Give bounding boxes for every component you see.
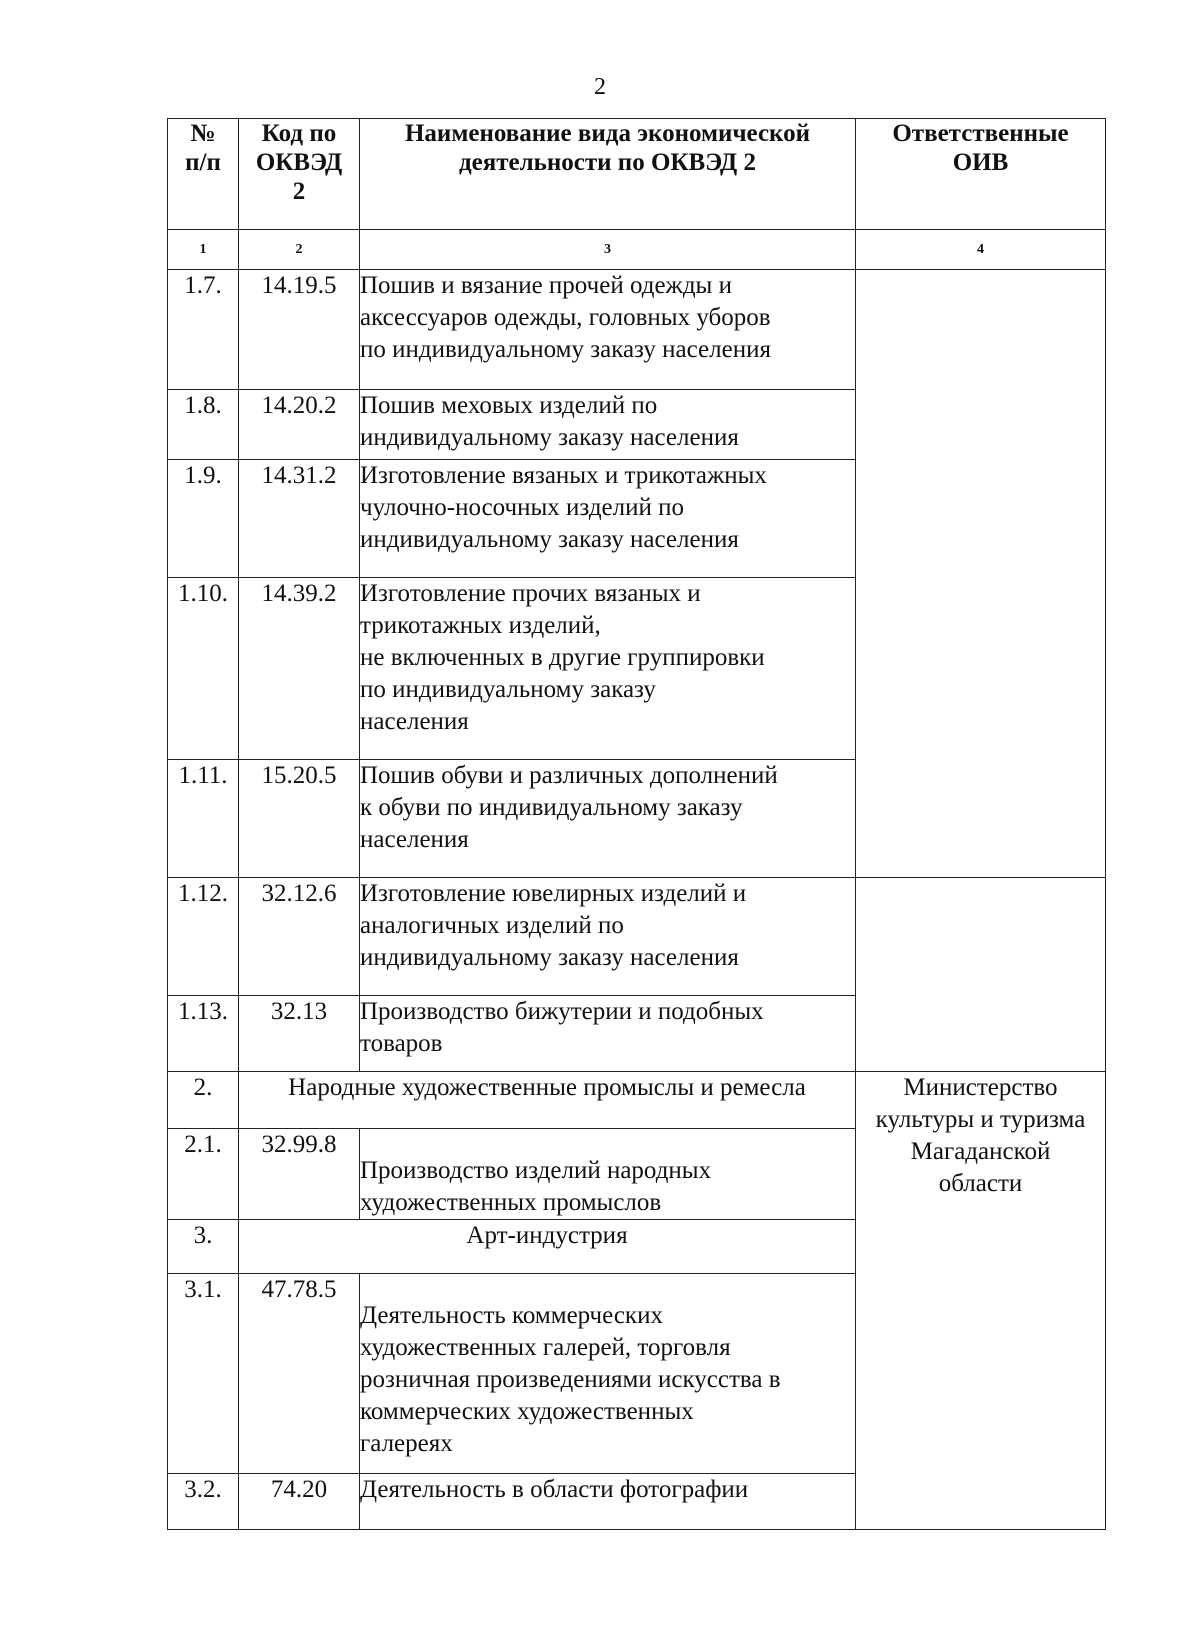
responsible-empty-cell bbox=[856, 270, 1106, 878]
row-number: 1.9. bbox=[168, 460, 239, 578]
row-activity-name: Производство бижутерии и подобных товаров bbox=[360, 996, 856, 1072]
row-activity-name: Пошив обуви и различных дополнений к обуви по индивидуальному заказу населения bbox=[360, 760, 856, 878]
row-code: 32.13 bbox=[239, 996, 360, 1072]
row-number: 3.1. bbox=[168, 1274, 239, 1474]
row-number: 3. bbox=[168, 1220, 239, 1274]
row-code: 14.20.2 bbox=[239, 390, 360, 460]
responsible-empty-cell bbox=[856, 878, 1106, 1072]
row-activity-name: Деятельность коммерческих художественных галерей, торговля розничная произведениями искусства в коммерческих художественных галереях bbox=[360, 1274, 856, 1474]
row-activity-name: Изготовление прочих вязаных и трикотажных изделий, не включенных в другие группировки по индивидуальному заказу населения bbox=[360, 578, 856, 760]
row-number: 2. bbox=[168, 1072, 239, 1129]
row-number: 1.7. bbox=[168, 270, 239, 390]
row-number: 1.12. bbox=[168, 878, 239, 996]
section-title: Народные художественные промыслы и ремесла bbox=[239, 1072, 856, 1129]
row-activity-name: Производство изделий народных художественных промыслов bbox=[360, 1129, 856, 1220]
row-number: 1.8. bbox=[168, 390, 239, 460]
column-numbers-row bbox=[168, 230, 1106, 270]
header-activity-name: Наименование вида экономической деятельности по ОКВЭД 2 bbox=[360, 119, 856, 230]
table-row bbox=[168, 270, 1106, 390]
row-activity-name: Деятельность в области фотографии bbox=[360, 1474, 856, 1530]
header-responsible: Ответственные ОИВ bbox=[856, 119, 1106, 230]
row-number: 1.10. bbox=[168, 578, 239, 760]
table-row bbox=[168, 878, 1106, 996]
column-number: 2 bbox=[239, 230, 360, 270]
row-code: 15.20.5 bbox=[239, 760, 360, 878]
row-activity-name: Пошив и вязание прочей одежды и аксессуаров одежды, головных уборов по индивидуальному заказу населения bbox=[360, 270, 856, 390]
row-number: 1.13. bbox=[168, 996, 239, 1072]
row-activity-name: Изготовление ювелирных изделий и аналогичных изделий по индивидуальному заказу населения bbox=[360, 878, 856, 996]
responsible-ministry: Министерство культуры и туризма Магаданской области bbox=[856, 1072, 1106, 1530]
row-code: 32.12.6 bbox=[239, 878, 360, 996]
row-code: 14.39.2 bbox=[239, 578, 360, 760]
column-number: 3 bbox=[360, 230, 856, 270]
header-code: Код по ОКВЭД 2 bbox=[239, 119, 360, 230]
row-activity-name: Пошив меховых изделий по индивидуальному заказу населения bbox=[360, 390, 856, 460]
row-code: 14.31.2 bbox=[239, 460, 360, 578]
page-number: 2 bbox=[594, 74, 606, 100]
table-header-row bbox=[168, 119, 1106, 230]
row-code: 14.19.5 bbox=[239, 270, 360, 390]
row-number: 3.2. bbox=[168, 1474, 239, 1530]
row-code: 47.78.5 bbox=[239, 1274, 360, 1474]
okved-table bbox=[167, 118, 1106, 1530]
section-title: Арт-индустрия bbox=[239, 1220, 856, 1274]
row-activity-name: Изготовление вязаных и трикотажных чулочно-носочных изделий по индивидуальному заказу населения bbox=[360, 460, 856, 578]
row-code: 32.99.8 bbox=[239, 1129, 360, 1220]
section-row bbox=[168, 1072, 1106, 1129]
header-number: № п/п bbox=[168, 119, 239, 230]
row-number: 2.1. bbox=[168, 1129, 239, 1220]
column-number: 1 bbox=[168, 230, 239, 270]
column-number: 4 bbox=[856, 230, 1106, 270]
row-code: 74.20 bbox=[239, 1474, 360, 1530]
row-number: 1.11. bbox=[168, 760, 239, 878]
